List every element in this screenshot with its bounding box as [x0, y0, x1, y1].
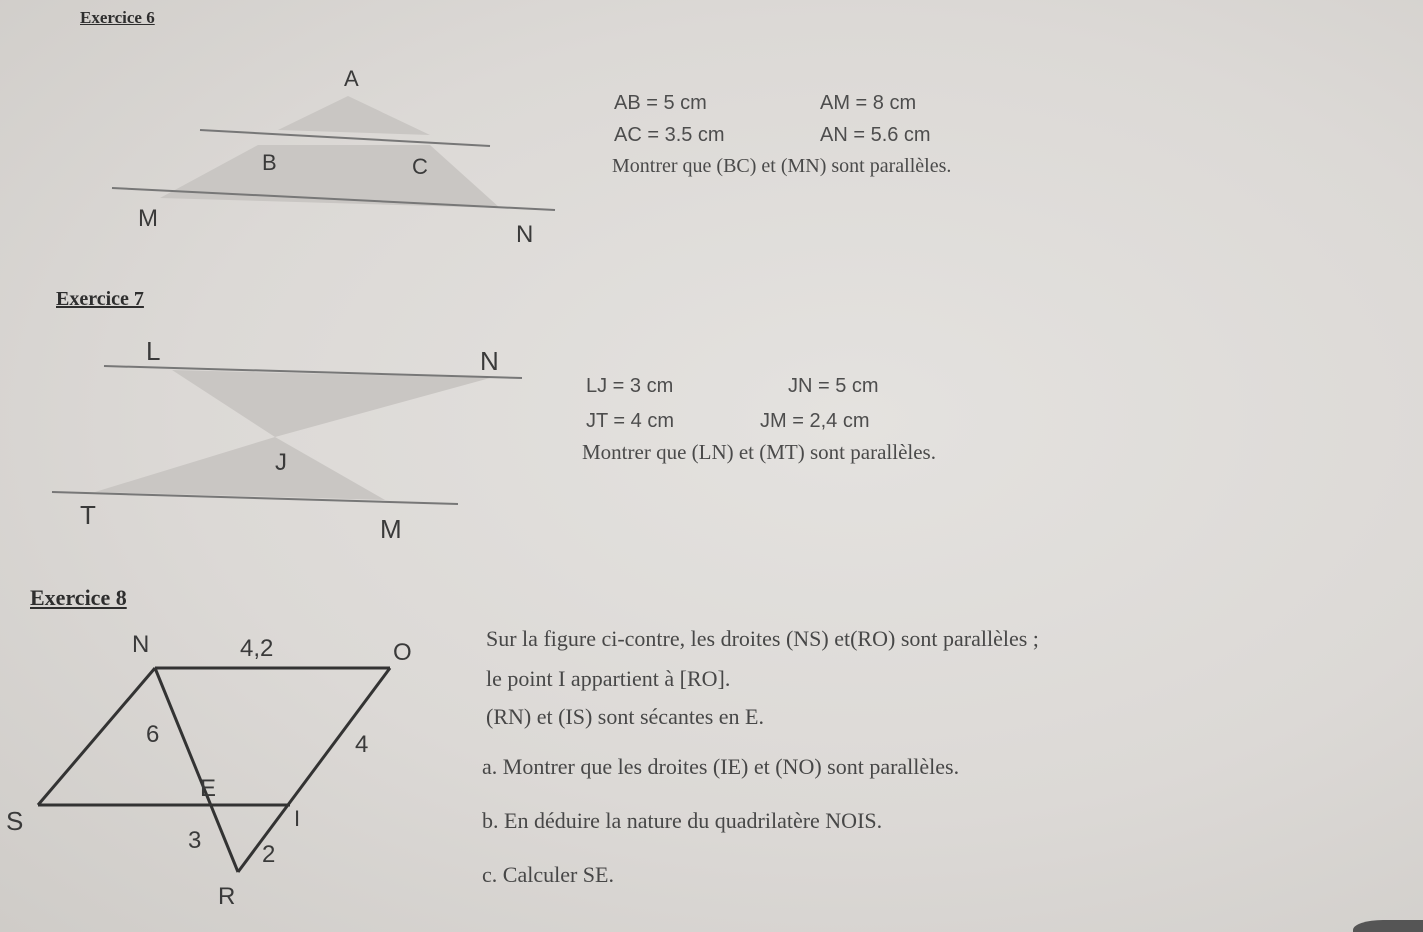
ex7-data-LJ: LJ = 3 cm — [586, 375, 674, 397]
ex8-statement-line-3: (RN) et (IS) sont sécantes en E. — [486, 704, 764, 729]
length-NE: 6 — [146, 721, 160, 748]
label-J: J — [275, 449, 287, 476]
ex7-data-JN: JN = 5 cm — [788, 375, 879, 397]
label-L: L — [146, 336, 161, 366]
ex6-data-AM: AM = 8 cm — [820, 92, 917, 114]
length-ER: 3 — [188, 827, 202, 854]
ex6-data-AN: AN = 5.6 cm — [820, 124, 931, 146]
length-NO: 4,2 — [240, 635, 274, 662]
label-R: R — [218, 883, 236, 910]
ex6-data-AB: AB = 5 cm — [614, 92, 707, 114]
ex7-data-JM: JM = 2,4 cm — [760, 410, 870, 432]
label-A: A — [344, 66, 359, 91]
ex8-statement-line-2: le point I appartient à [RO]. — [486, 666, 731, 691]
label-O: O — [393, 639, 412, 666]
ex8-question-a: a. Montrer que les droites (IE) et (NO) sont parallèles. — [482, 754, 960, 779]
label-N: N — [516, 221, 534, 248]
ex7-data-JT: JT = 4 cm — [586, 410, 674, 432]
ex8-statement-line-1: Sur la figure ci-contre, les droites (NS) et(RO) sont parallèles ; — [486, 626, 1039, 651]
label-T: T — [80, 500, 96, 530]
label-I: I — [294, 806, 301, 831]
label-S: S — [6, 806, 24, 836]
exercise-6-title: Exercice 6 — [80, 8, 155, 27]
label-B: B — [262, 150, 277, 175]
ex7-question: Montrer que (LN) et (MT) sont parallèles. — [582, 440, 936, 464]
label-M: M — [138, 205, 158, 232]
label-E: E — [200, 775, 217, 802]
exercise-7-title: Exercice 7 — [56, 288, 144, 310]
exercise-8-title: Exercice 8 — [30, 585, 127, 610]
label-C: C — [412, 154, 428, 179]
page-corner-shadow — [1353, 920, 1423, 932]
ex6-data-AC: AC = 3.5 cm — [614, 124, 725, 146]
length-IR: 2 — [262, 841, 276, 868]
ex8-question-c: c. Calculer SE. — [482, 862, 614, 887]
ex6-question: Montrer que (BC) et (MN) sont parallèles. — [612, 155, 952, 177]
label-N: N — [132, 631, 150, 658]
ex8-question-b: b. En déduire la nature du quadrilatère NOIS. — [482, 808, 883, 833]
label-M: M — [380, 514, 402, 544]
label-N: N — [480, 346, 499, 376]
length-OI: 4 — [355, 731, 369, 758]
